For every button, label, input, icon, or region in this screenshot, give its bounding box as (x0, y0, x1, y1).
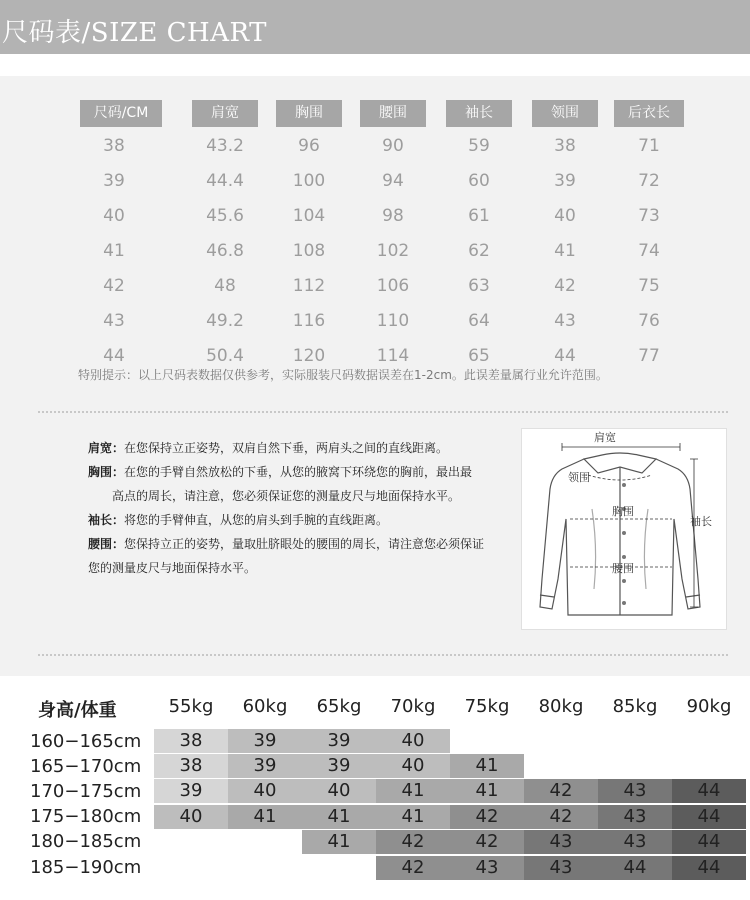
size-cell: 100 (292, 171, 326, 191)
size-cell: 43 (554, 311, 576, 331)
label-waist: 腰围 (612, 562, 634, 575)
size-recommendation-cell: 44 (672, 830, 746, 854)
size-cell: 60 (468, 171, 490, 191)
size-cell: 90 (382, 136, 404, 156)
shirt-icon (522, 429, 726, 629)
size-recommendation-cell: 40 (302, 779, 376, 803)
weight-header: 60kg (242, 696, 288, 717)
size-cell: 73 (638, 206, 660, 226)
size-cell: 108 (292, 241, 326, 261)
size-cell: 39 (103, 171, 125, 191)
height-label: 165−170cm (30, 756, 142, 777)
height-label: 170−175cm (30, 781, 142, 802)
label-collar: 领围 (568, 471, 590, 484)
size-cell: 96 (298, 136, 320, 156)
size-cell: 59 (468, 136, 490, 156)
height-label: 160−165cm (30, 731, 142, 752)
label-chest: 胸围 (612, 505, 634, 518)
guide-term: 袖长： (88, 513, 125, 527)
weight-header: 80kg (538, 696, 584, 717)
size-recommendation-cell: 39 (302, 729, 376, 753)
size-recommendation-cell: 44 (672, 856, 746, 880)
size-cell: 77 (638, 346, 660, 366)
size-cell: 40 (103, 206, 125, 226)
size-cell: 61 (468, 206, 490, 226)
size-cell: 120 (292, 346, 326, 366)
guide-term: 腰围： (88, 537, 125, 551)
size-cell: 48 (214, 276, 236, 296)
size-recommendation-cell: 41 (376, 779, 450, 803)
size-cell: 72 (638, 171, 660, 191)
size-recommendation-cell: 40 (154, 805, 228, 829)
header-chest: 胸围 (276, 100, 342, 127)
size-recommendation-cell: 41 (376, 805, 450, 829)
size-recommendation-cell: 42 (450, 830, 524, 854)
size-recommendation-cell: 43 (524, 830, 598, 854)
size-cell: 43.2 (206, 136, 244, 156)
weight-header: 55kg (168, 696, 214, 717)
size-cell: 102 (376, 241, 410, 261)
size-cell: 110 (376, 311, 410, 331)
size-recommendation-cell: 43 (598, 830, 672, 854)
size-recommendation-cell: 42 (376, 830, 450, 854)
size-cell: 44 (103, 346, 125, 366)
size-recommendation-cell: 44 (672, 805, 746, 829)
size-cell: 46.8 (206, 241, 244, 261)
size-cell: 38 (554, 136, 576, 156)
size-cell: 42 (103, 276, 125, 296)
label-shoulder: 肩宽 (594, 431, 616, 444)
size-cell: 63 (468, 276, 490, 296)
size-recommendation-cell: 44 (672, 779, 746, 803)
header-collar: 领围 (532, 100, 598, 127)
size-cell: 114 (376, 346, 410, 366)
guide-text: 在您保持立正姿势，双肩自然下垂，两肩头之间的直线距离。 (124, 441, 449, 455)
size-recommendation-cell: 41 (228, 805, 302, 829)
size-recommendation-cell: 43 (598, 805, 672, 829)
size-recommendation-cell: 44 (598, 856, 672, 880)
size-cell: 42 (554, 276, 576, 296)
measure-guide (88, 436, 493, 580)
label-sleeve: 袖长 (690, 515, 712, 528)
guide-text: 您保持立正的姿势，量取肚脐眼处的腰围的周长，请注意您必须保证您的测量皮尺与地面保持水平。 (88, 537, 485, 575)
grid-corner: 身高/体重 (38, 700, 117, 721)
size-recommendation-cell: 39 (154, 779, 228, 803)
size-note: 特别提示：以上尺码表数据仅供参考，实际服装尺码数据误差在1-2cm。此误差量属行业允许范围。 (78, 368, 608, 382)
guide-text: 在您的手臂自然放松的下垂，从您的腋窝下环绕您的胸前，最出最 (124, 465, 473, 479)
size-recommendation-cell: 41 (302, 830, 376, 854)
size-cell: 116 (292, 311, 326, 331)
size-cell: 40 (554, 206, 576, 226)
size-cell: 76 (638, 311, 660, 331)
size-cell: 41 (554, 241, 576, 261)
size-recommendation-cell: 41 (302, 805, 376, 829)
size-cell: 98 (382, 206, 404, 226)
size-cell: 112 (292, 276, 326, 296)
guide-sleeve (88, 508, 493, 532)
size-cell: 62 (468, 241, 490, 261)
size-cell: 43 (103, 311, 125, 331)
size-recommendation-cell: 42 (450, 805, 524, 829)
size-cell: 45.6 (206, 206, 244, 226)
size-recommendation-cell: 42 (524, 805, 598, 829)
guide-shoulder (88, 436, 493, 460)
header-back-length: 后衣长 (614, 100, 684, 127)
weight-header: 65kg (316, 696, 362, 717)
size-recommendation-cell: 42 (376, 856, 450, 880)
size-recommendation-cell: 38 (154, 729, 228, 753)
size-cell: 44.4 (206, 171, 244, 191)
guide-term: 胸围： (88, 465, 125, 479)
height-label: 175−180cm (30, 806, 142, 827)
size-recommendation-cell: 38 (154, 754, 228, 778)
size-recommendation-cell: 43 (450, 856, 524, 880)
size-cell: 49.2 (206, 311, 244, 331)
shirt-diagram (521, 428, 727, 630)
size-cell: 44 (554, 346, 576, 366)
guide-text: 高点的周长，请注意，您必须保证您的测量皮尺与地面保持水平。 (112, 489, 461, 503)
weight-header: 70kg (390, 696, 436, 717)
size-recommendation-cell: 39 (228, 729, 302, 753)
page-title: 尺码表/SIZE CHART (2, 18, 267, 48)
size-recommendation-cell: 39 (302, 754, 376, 778)
size-recommendation-cell: 41 (450, 779, 524, 803)
size-cell: 65 (468, 346, 490, 366)
size-cell: 38 (103, 136, 125, 156)
header-sleeve: 袖长 (446, 100, 512, 127)
size-cell: 41 (103, 241, 125, 261)
header-waist: 腰围 (360, 100, 426, 127)
size-recommendation-cell: 40 (376, 754, 450, 778)
size-recommendation-cell: 40 (376, 729, 450, 753)
title-banner (0, 0, 750, 54)
size-cell: 39 (554, 171, 576, 191)
weight-header: 75kg (464, 696, 510, 717)
weight-header: 90kg (686, 696, 732, 717)
size-cell: 71 (638, 136, 660, 156)
guide-term: 肩宽： (88, 441, 125, 455)
size-cell: 104 (292, 206, 326, 226)
size-cell: 75 (638, 276, 660, 296)
size-cell: 64 (468, 311, 490, 331)
guide-text: 将您的手臂伸直，从您的肩头到手腕的直线距离。 (124, 513, 389, 527)
weight-header: 85kg (612, 696, 658, 717)
guide-chest (88, 460, 493, 508)
size-recommendation-cell: 41 (450, 754, 524, 778)
size-recommendation-cell: 39 (228, 754, 302, 778)
size-recommendation-cell: 43 (524, 856, 598, 880)
height-label: 185−190cm (30, 857, 142, 878)
size-cell: 50.4 (206, 346, 244, 366)
size-recommendation-cell: 42 (524, 779, 598, 803)
divider-bottom (38, 654, 728, 656)
size-recommendation-cell: 43 (598, 779, 672, 803)
size-cell: 106 (376, 276, 410, 296)
header-shoulder: 肩宽 (192, 100, 258, 127)
size-recommendation-cell: 40 (228, 779, 302, 803)
guide-waist (88, 532, 493, 580)
divider-top (38, 411, 728, 413)
size-cell: 74 (638, 241, 660, 261)
header-size: 尺码/CM (80, 100, 162, 127)
height-label: 180−185cm (30, 831, 142, 852)
size-cell: 94 (382, 171, 404, 191)
